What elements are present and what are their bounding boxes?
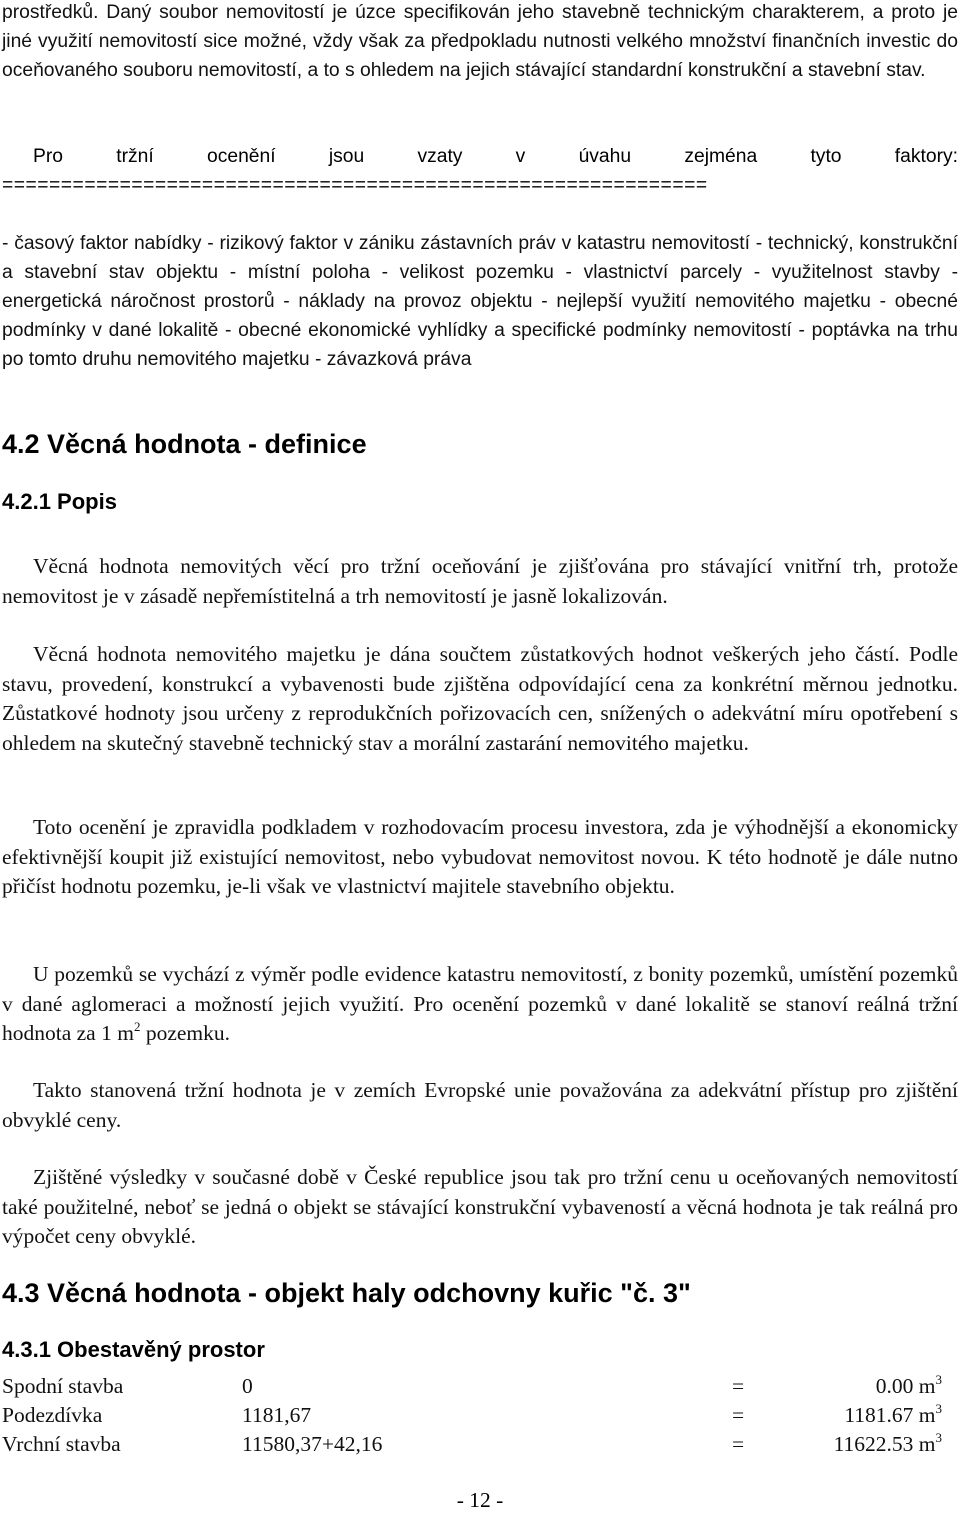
paragraph-2: Věcná hodnota nemovitého majetku je dána součtem zůstatkových hodnot veškerých jeho částí. Podle stavu, provedení, konstrukcí a vybavenosti bude zjištěna odpovídající cena za konkrétní měrnou jednotku. Zůstatkové hodnoty jsou určeny z reprodukčních pořizovacích cen, snížených o adekvátní míru opotřebení s ohledem na skutečný stavebně technický stav a morální zastarání nemovitého majetku. (2, 642, 958, 755)
table-row (2, 1370, 942, 1399)
paragraph-3: Toto ocenění je zpravidla podkladem v rozhodovacím procesu investora, zda je výhodnější a ekonomicky efektivnější koupit již existující nemovitost, nebo vybudovat nemovitost novou. K této hodnotě je dále nutno přičíst hodnotu pozemku, je-li však ve vlastnictví majitele stavebního objektu. (2, 815, 958, 898)
row-label: Spodní stavba (2, 1374, 124, 1398)
row-equals: = (732, 1432, 745, 1456)
row-value-number: 0.00 m (875, 1374, 936, 1398)
row-unit-exponent: 3 (935, 1430, 942, 1445)
row-formula: 0 (242, 1374, 253, 1398)
row-label: Podezdívka (2, 1403, 103, 1427)
row-formula: 1181,67 (242, 1403, 312, 1427)
paragraph-1: Věcná hodnota nemovitých věcí pro tržní oceňování je zjišťována pro stávající vnitřní trh, protože nemovitost je v zásadě nepřemístitelná a trh nemovitostí je jasně lokalizován. (2, 554, 958, 608)
section-heading-4-2: 4.2 Věcná hodnota - definice (2, 429, 367, 459)
land-text: U pozemků se vychází z výměr podle evidence katastru nemovitostí, z bonity pozemků, umístění pozemků v dané aglomeraci a možností jejich využití. Pro ocenění pozemků v dané lokalitě se stanoví reálná tržní hodnota za 1 m (2, 962, 958, 1045)
volume-table (2, 1370, 942, 1457)
subsection-heading-4-2-1: 4.2.1 Popis (2, 489, 117, 514)
subsection-heading-4-3-1: 4.3.1 Obestavěný prostor (2, 1337, 265, 1362)
paragraph-5: Zjištěné výsledky v současné době v České republice jsou tak pro tržní cenu u oceňovaných nemovitostí také použitelné, neboť se jedná o objekt se stávající konstrukční vybaveností a věcná hodnota je tak reálná pro výpočet ceny obvyklé. (2, 1165, 958, 1248)
page-number: - 12 - (456, 1488, 504, 1512)
factors-intro: Pro tržní ocenění jsou vzaty v úvahu zejména tyto faktory: (33, 146, 958, 167)
row-unit-exponent: 3 (935, 1372, 942, 1387)
table-row (2, 1428, 942, 1457)
section-heading-4-3: 4.3 Věcná hodnota - objekt haly odchovny kuřic "č. 3" (2, 1278, 691, 1308)
row-value-number: 1181.67 m (844, 1403, 936, 1427)
row-unit-exponent: 3 (935, 1401, 942, 1416)
row-value-number: 11622.53 m (833, 1432, 936, 1456)
table-row (2, 1399, 942, 1428)
paragraph-land (2, 960, 958, 1049)
paragraph-4: Takto stanovená tržní hodnota je v zemích Evropské unie považována za adekvátní přístup pro zjištění obvyklé ceny. (2, 1078, 958, 1132)
intro-paragraph: prostředků. Daný soubor nemovitostí je úzce specifikován jeho stavebně technickým charakterem, a proto je jiné využití nemovitostí sice možné, vždy však za předpokladu nutnosti velkého množství finančních investic do oceňovaného souboru nemovitostí, a to s ohledem na jejich stávající standardní konstrukční a stavební stav. (2, 2, 958, 81)
row-equals: = (732, 1403, 745, 1427)
separator-rule: ============================================================ (2, 175, 708, 196)
factors-list: - časový faktor nabídky - rizikový faktor v zániku zástavních práv v katastru nemovitostí - technický, konstrukční a stavební stav objektu - místní poloha - velikost pozemku - vlastnictví parcely - využitelnost stavby - energetická náročnost prostorů - náklady na provoz objektu - nejlepší využití nemovitého majetku - obecné podmínky v dané lokalitě - obecné ekonomické vyhlídky a specifické podmínky nemovitostí - poptávka na trhu po tomto druhu nemovitého majetku - závazková práva (2, 233, 958, 370)
land-unit-exponent: 2 (133, 1019, 141, 1034)
row-value (792, 1370, 942, 1399)
row-value (792, 1399, 942, 1428)
row-equals: = (732, 1374, 745, 1398)
row-value (792, 1428, 942, 1457)
row-formula: 11580,37+42,16 (242, 1432, 383, 1456)
row-label: Vrchní stavba (2, 1432, 121, 1456)
land-text-end: pozemku. (140, 1021, 231, 1045)
